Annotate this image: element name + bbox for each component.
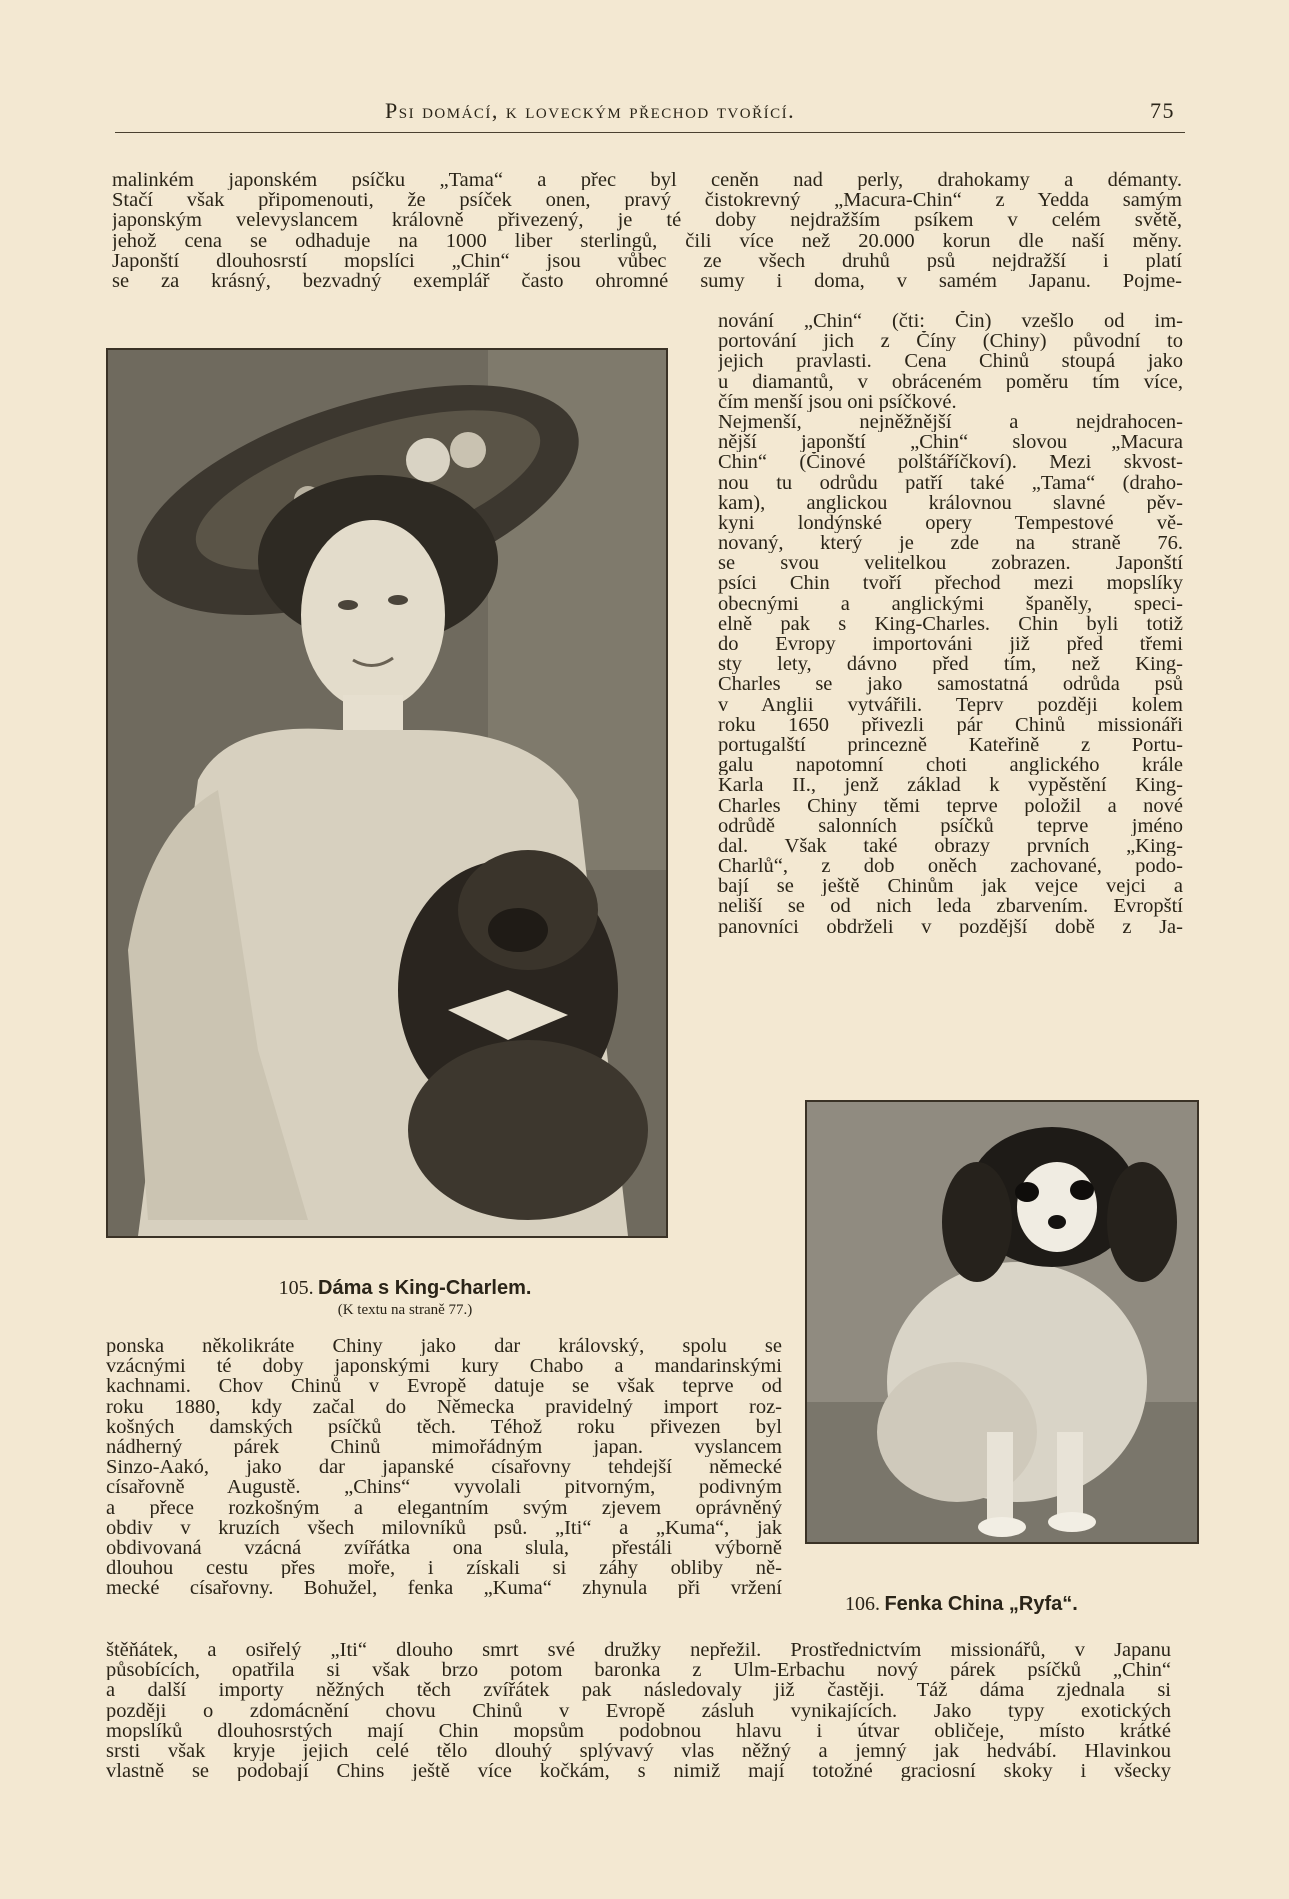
text-line: Sinzo-Aakó, jako dar japanské císařovny tehdejší německé: [106, 1457, 782, 1478]
figure-105-photo: [106, 348, 668, 1238]
text-line: mecké císařovny. Bohužel, fenka „Kuma“ zhynula při vržení: [106, 1578, 782, 1599]
text-line: obecnými a anglickými španěly, speci-: [718, 593, 1183, 614]
text-line: galu napotomní choti anglického krále: [718, 755, 1183, 776]
text-line: Charles se jako samostatná odrůda psů: [718, 674, 1183, 695]
text-line: mopslíků dlouhosrstých mají Chin mopsům podobnou hlavu i útvar obličeje, místo krátké: [106, 1720, 1171, 1741]
text-line: kachnami. Chov Chinů v Evropě datuje se však teprve od: [106, 1376, 782, 1397]
text-line: Stačí však připomenouti, že psíček onen, pravý čistokrevný „Macura-Chin“ z Yedda samým: [112, 190, 1182, 211]
figure-106-title: Fenka China „Ryfa“.: [884, 1593, 1078, 1615]
text-line: jejich pravlasti. Cena Chinů stoupá jako: [718, 351, 1183, 372]
text-line: císařovně Augustě. „Chins“ vyvolali pitvorným, podivným: [106, 1477, 782, 1498]
figure-105-caption: [180, 1277, 630, 1319]
text-line: nádherný párek Chinů mimořádným japan. vyslancem: [106, 1436, 782, 1458]
text-line: odrůdě salonních psíčků teprve jméno: [718, 815, 1183, 836]
paragraph-left-bottom: [106, 1336, 782, 1598]
text-line: sty lety, dávno před tím, než King-: [718, 654, 1183, 675]
text-line: portugalští princezně Kateřině z Portu-: [718, 734, 1183, 756]
text-line: elně pak s King-Charles. Chin byli totiž: [718, 613, 1183, 634]
text-line: roku 1880, kdy začal do Německa pravidelný import roz-: [106, 1396, 782, 1417]
paragraph-top: [112, 170, 1182, 291]
text-line: Charlů“, z dob oněch zachované, podo-: [718, 856, 1183, 877]
lady-with-dog-illustration: [108, 350, 666, 1236]
figure-106-number: 106.: [845, 1593, 880, 1615]
text-line: působících, opatřila si však brzo potom baronka z Ulm-Erbachu nový párek psíčků „Chin“: [106, 1660, 1171, 1681]
text-line: Japonští dlouhosrstí mopslíci „Chin“ jsou vůbec ze všech druhů psů nejdražší i platí: [112, 250, 1182, 271]
text-line: portování jich z Číny (Chiny) původní to: [718, 331, 1183, 352]
text-line: neliší se od nich leda zbarvením. Evropští: [718, 896, 1183, 917]
figure-106-caption: [845, 1593, 1175, 1616]
text-line: psíci Chin tvoří přechod mezi mopslíky: [718, 573, 1183, 594]
text-line: ponska několikráte Chiny jako dar královský, spolu se: [106, 1336, 782, 1357]
text-line: Chin“ (Činové polštáříčkoví). Mezi skvost-: [718, 452, 1183, 473]
text-line: japonským velevyslancem královně přivezený, je té doby nejdražším psíkem v celém světě,: [112, 210, 1182, 231]
text-line: Charles Chiny těmi teprve položil a nové: [718, 795, 1183, 816]
text-line: Nejmenší, nejněžnější a nejdrahocen-: [718, 411, 1183, 433]
text-line: roku 1650 přivezli pár Chinů missionáři: [718, 714, 1183, 735]
figure-106-photo: [805, 1100, 1199, 1544]
text-line: a přece rozkošným a elegantním svým zjevem oprávněný: [106, 1497, 782, 1518]
figure-105-note: (K textu na straně 77.): [337, 1302, 473, 1318]
text-line: a další importy něžných těch zvířátek pak následovaly již častěji. Táž dáma zjednala si: [106, 1680, 1171, 1701]
text-line: čím menší jsou oni psíčkové.: [718, 391, 957, 412]
text-line: Karla II., jenž základ k vypěstění King-: [718, 775, 1183, 796]
text-line: vzácnými té doby japonskými kury Chabo a mandarinskými: [106, 1356, 782, 1377]
text-line: kam), anglickou královnou slavné pěv-: [718, 492, 1183, 513]
text-line: panovníci obdrželi v pozdější době z Ja-: [718, 916, 1183, 937]
text-line: obdiv v kruzích všech milovníků psů. „Iti“ a „Kuma“, jak: [106, 1517, 782, 1538]
text-line: bají se ještě Chinům jak vejce vejci a: [718, 876, 1183, 897]
text-line: obdivovaná vzácná zvířátka ona slula, přestáli výborně: [106, 1537, 782, 1559]
text-line: kyni londýnské opery Tempestové vě-: [718, 512, 1183, 534]
text-line: dal. Však také obrazy prvních „King-: [718, 835, 1183, 857]
text-line: jehož cena se odhaduje na 1000 liber sterlingů, čili více než 20.000 korun dle naší měny.: [112, 230, 1182, 251]
paragraph-bottom: [106, 1640, 1171, 1781]
text-line: nou tu odrůdu patří také „Tama“ (draho-: [718, 472, 1183, 493]
text-line: štěňátek, a osiřelý „Iti“ dlouho smrt své družky nepřežil. Prostřednictvím missionářů, v Japanu: [106, 1640, 1171, 1661]
text-line: později o zdomácnění chovu Chinů v Evropě zásluh vynikajících. Jako typy exotických: [106, 1700, 1171, 1721]
figure-105-title: Dáma s King-Charlem.: [318, 1277, 532, 1299]
running-title: Psi domácí, k loveckým přechod tvořící.: [385, 98, 796, 123]
text-line: srsti však kryje jejich celé tělo dlouhý splývavý vlas něžný a jemný jak hedvábí. Hlavinkou: [106, 1740, 1171, 1762]
figure-105-number: 105.: [278, 1277, 314, 1299]
page-number: 75: [1150, 98, 1175, 123]
text-line: košných damských psíčků těch. Téhož roku přivezen byl: [106, 1416, 782, 1437]
text-line: dlouhou cestu přes moře, i získali si záhy obliby ně-: [106, 1558, 782, 1579]
text-line: se za krásný, bezvadný exemplář často ohromné sumy i doma, v samém Japanu. Pojme-: [112, 270, 1182, 292]
header-rule: [115, 132, 1185, 133]
paragraph-right-column: [718, 311, 1183, 937]
text-line: do Evropy importováni již před třemi: [718, 634, 1183, 655]
chin-dog-illustration: [807, 1102, 1197, 1542]
text-line: nější japonští „Chin“ slovou „Macura: [718, 432, 1183, 453]
text-line: malinkém japonském psíčku „Tama“ a přec byl ceněn nad perly, drahokamy a démanty.: [112, 170, 1182, 191]
text-line: vlastně se podobají Chins ještě více kočkám, s nimiž mají totožné graciosní skoky i všecky: [106, 1761, 1171, 1782]
text-line: nování „Chin“ (čti: Čin) vzešlo od im-: [718, 311, 1183, 332]
text-line: novaný, který je zde na straně 76.: [718, 533, 1183, 554]
text-line: v Anglii vytvářili. Teprv později kolem: [718, 694, 1183, 715]
running-header: [115, 98, 1175, 134]
text-line: se svou velitelkou zobrazen. Japonští: [718, 553, 1183, 574]
text-line: u diamantů, v obráceném poměru tím více,: [718, 371, 1183, 392]
